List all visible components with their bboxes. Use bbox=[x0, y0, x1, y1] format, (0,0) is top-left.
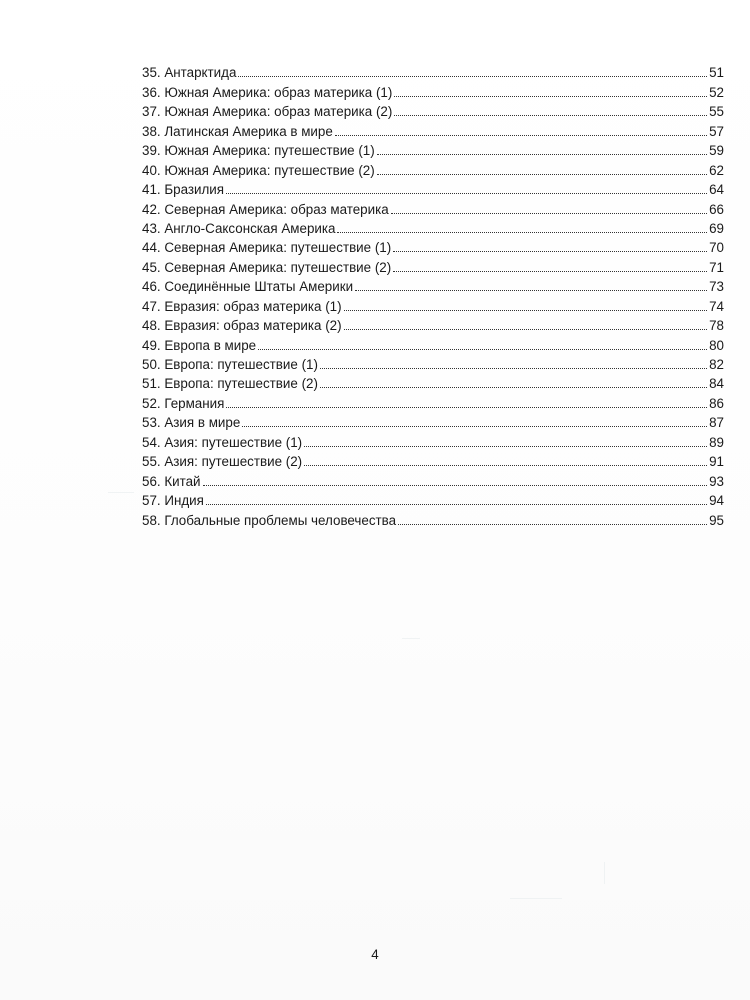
toc-entry bbox=[142, 158, 724, 177]
toc-entry-title: 50. Европа: путешествие (1) bbox=[142, 357, 318, 372]
dot-leader bbox=[391, 212, 707, 214]
dot-leader bbox=[226, 192, 707, 194]
toc-entry bbox=[142, 139, 724, 158]
dot-leader bbox=[355, 289, 707, 291]
toc-entry-title: 46. Соединённые Штаты Америки bbox=[142, 279, 354, 295]
toc-entry-page: 91 bbox=[709, 454, 724, 470]
dot-leader bbox=[304, 464, 707, 466]
toc-entry-title: 41. Бразилия bbox=[142, 182, 225, 198]
dot-leader bbox=[394, 95, 707, 97]
toc-entry-page: 78 bbox=[709, 318, 724, 334]
page-number: 4 bbox=[371, 947, 379, 962]
toc-entry-title: 39. Южная Америка: путешествие (1) bbox=[142, 143, 375, 159]
toc-entry bbox=[142, 333, 724, 352]
toc-entry-page: 84 bbox=[709, 376, 724, 392]
toc-entry-page: 64 bbox=[709, 182, 724, 198]
toc-entry-page: 52 bbox=[709, 84, 724, 100]
toc-entry-page: 66 bbox=[709, 201, 724, 217]
toc-entry-title: 35. Антарктида bbox=[142, 65, 237, 81]
toc-entry-title: 54. Азия: путешествие (1) bbox=[142, 434, 303, 450]
show-through-mark bbox=[604, 862, 605, 884]
toc-entry bbox=[142, 217, 724, 236]
dot-leader bbox=[377, 153, 707, 155]
dot-leader bbox=[393, 270, 707, 272]
dot-leader bbox=[304, 445, 707, 447]
dot-leader bbox=[242, 425, 707, 427]
toc-entry-title: 57. Индия bbox=[142, 493, 204, 509]
toc-entry-page: 71 bbox=[709, 259, 724, 275]
dot-leader bbox=[377, 173, 707, 175]
toc-entry bbox=[142, 80, 724, 99]
dot-leader bbox=[226, 406, 707, 408]
dot-leader bbox=[320, 386, 707, 388]
toc-entry-title: 37. Южная Америка: образ материка (2) bbox=[142, 104, 393, 120]
toc-entry-page: 70 bbox=[709, 240, 724, 256]
toc-entry-page: 94 bbox=[709, 493, 724, 509]
show-through-mark bbox=[108, 492, 134, 493]
toc-entry-page: 87 bbox=[709, 415, 724, 431]
toc-entry-page: 93 bbox=[709, 473, 724, 489]
dot-leader bbox=[206, 503, 707, 505]
toc-entry-title: 58. Глобальные проблемы человечества bbox=[142, 512, 397, 528]
show-through-mark bbox=[510, 898, 562, 899]
toc-entry-page: 51 bbox=[709, 65, 724, 81]
toc-entry-title: 52. Германия bbox=[142, 395, 225, 411]
toc-entry bbox=[142, 197, 724, 216]
toc-entry-title: 40. Южная Америка: путешествие (2) bbox=[142, 162, 375, 178]
toc-entry bbox=[142, 372, 724, 391]
dot-leader bbox=[398, 523, 707, 525]
dot-leader bbox=[394, 114, 707, 116]
toc-entry bbox=[142, 489, 724, 508]
toc-entry-title: 49. Европа в мире bbox=[142, 337, 257, 353]
dot-leader bbox=[335, 134, 707, 136]
toc-entry bbox=[142, 100, 724, 119]
toc-entry bbox=[142, 294, 724, 313]
toc-entry bbox=[142, 236, 724, 255]
toc-entry bbox=[142, 469, 724, 488]
toc-entry-page: 62 bbox=[709, 162, 724, 178]
toc-entry bbox=[142, 430, 724, 449]
toc-entry-page: 82 bbox=[709, 357, 724, 372]
toc-entry-title: 47. Евразия: образ материка (1) bbox=[142, 298, 342, 314]
toc-entry bbox=[142, 411, 724, 430]
toc-entry-page: 74 bbox=[709, 298, 724, 314]
toc-entry bbox=[142, 255, 724, 274]
toc-entry-page: 57 bbox=[709, 123, 724, 139]
dot-leader bbox=[393, 250, 707, 252]
dot-leader bbox=[344, 309, 708, 311]
toc-entry-page: 69 bbox=[709, 220, 724, 236]
toc-entry bbox=[142, 391, 724, 410]
toc-entry bbox=[142, 314, 724, 333]
toc-entry-page: 80 bbox=[709, 337, 724, 353]
toc-entry-title: 38. Латинская Америка в мире bbox=[142, 123, 333, 139]
toc-entry bbox=[142, 61, 724, 80]
toc-entry-title: 48. Евразия: образ материка (2) bbox=[142, 318, 342, 334]
dot-leader bbox=[238, 75, 707, 77]
dot-leader bbox=[258, 348, 707, 350]
toc-entry bbox=[142, 178, 724, 197]
toc-entry-title: 44. Северная Америка: путешествие (1) bbox=[142, 240, 392, 256]
toc-entry-page: 86 bbox=[709, 395, 724, 411]
toc-entry-title: 43. Англо-Саксонская Америка bbox=[142, 220, 336, 236]
toc-entry-title: 56. Китай bbox=[142, 473, 201, 489]
toc-entry-page: 55 bbox=[709, 104, 724, 120]
dot-leader bbox=[203, 484, 708, 486]
toc-entry-page: 73 bbox=[709, 279, 724, 295]
toc-entry-title: 42. Северная Америка: образ материка bbox=[142, 201, 389, 217]
toc-entry bbox=[142, 353, 724, 372]
toc-entry bbox=[142, 275, 724, 294]
toc-entry-page: 59 bbox=[709, 143, 724, 159]
table-of-contents bbox=[142, 61, 724, 528]
toc-entry-title: 36. Южная Америка: образ материка (1) bbox=[142, 84, 393, 100]
toc-entry bbox=[142, 508, 724, 527]
toc-entry-title: 45. Северная Америка: путешествие (2) bbox=[142, 259, 392, 275]
toc-entry-page: 89 bbox=[709, 434, 724, 450]
toc-entry-title: 55. Азия: путешествие (2) bbox=[142, 454, 303, 470]
dot-leader bbox=[320, 367, 707, 369]
dot-leader bbox=[344, 328, 708, 330]
toc-entry-title: 51. Европа: путешествие (2) bbox=[142, 376, 318, 392]
show-through-mark bbox=[402, 638, 420, 639]
toc-entry bbox=[142, 119, 724, 138]
toc-entry-page: 95 bbox=[709, 512, 724, 528]
toc-entry bbox=[142, 450, 724, 469]
dot-leader bbox=[337, 231, 707, 233]
toc-entry-title: 53. Азия в мире bbox=[142, 415, 241, 431]
